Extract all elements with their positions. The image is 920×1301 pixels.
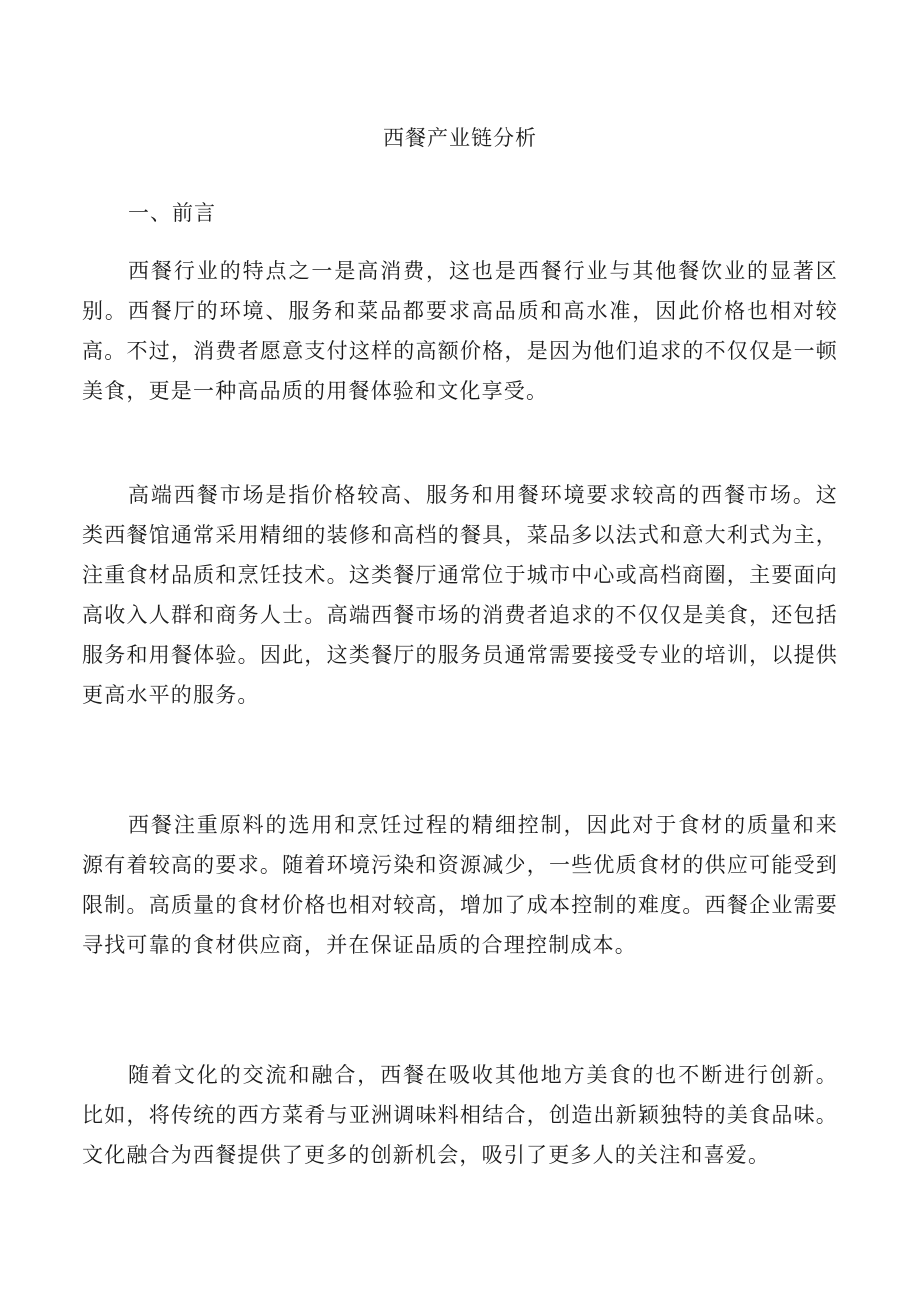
document-title: 西餐产业链分析 xyxy=(383,126,537,150)
paragraph-4: 随着文化的交流和融合，西餐在吸收其他地方美食的也不断进行创新。比如，将传统的西方菜肴与亚洲调味料相结合，创造出新颖独特的美食品味。文化融合为西餐提供了更多的创新机会，吸引了更多人的关注和喜爱。 xyxy=(82,1063,838,1167)
paragraph-3: 西餐注重原料的选用和烹饪过程的精细控制，因此对于食材的质量和来源有着较高的要求。随着环境污染和资源减少，一些优质食材的供应可能受到限制。高质量的食材价格也相对较高，增加了成本控制的难度。西餐企业需要寻找可靠的食材供应商，并在保证品质的合理控制成本。 xyxy=(82,813,838,957)
paragraph-1: 西餐行业的特点之一是高消费，这也是西餐行业与其他餐饮业的显著区别。西餐厅的环境、服务和菜品都要求高品质和高水准，因此价格也相对较高。不过，消费者愿意支付这样的高额价格，是因为他们追求的不仅仅是一顿美食，更是一种高品质的用餐体验和文化享受。 xyxy=(82,259,838,403)
paragraph-2: 高端西餐市场是指价格较高、服务和用餐环境要求较高的西餐市场。这类西餐馆通常采用精细的装修和高档的餐具，菜品多以法式和意大利式为主，注重食材品质和烹饪技术。这类餐厅通常位于城市中心或高档商圈，主要面向高收入人群和商务人士。高端西餐市场的消费者追求的不仅仅是美食，还包括服务和用餐体验。因此，这类餐厅的服务员通常需要接受专业的培训，以提供更高水平的服务。 xyxy=(82,483,838,707)
section-heading-preface: 一、前言 xyxy=(128,201,216,225)
